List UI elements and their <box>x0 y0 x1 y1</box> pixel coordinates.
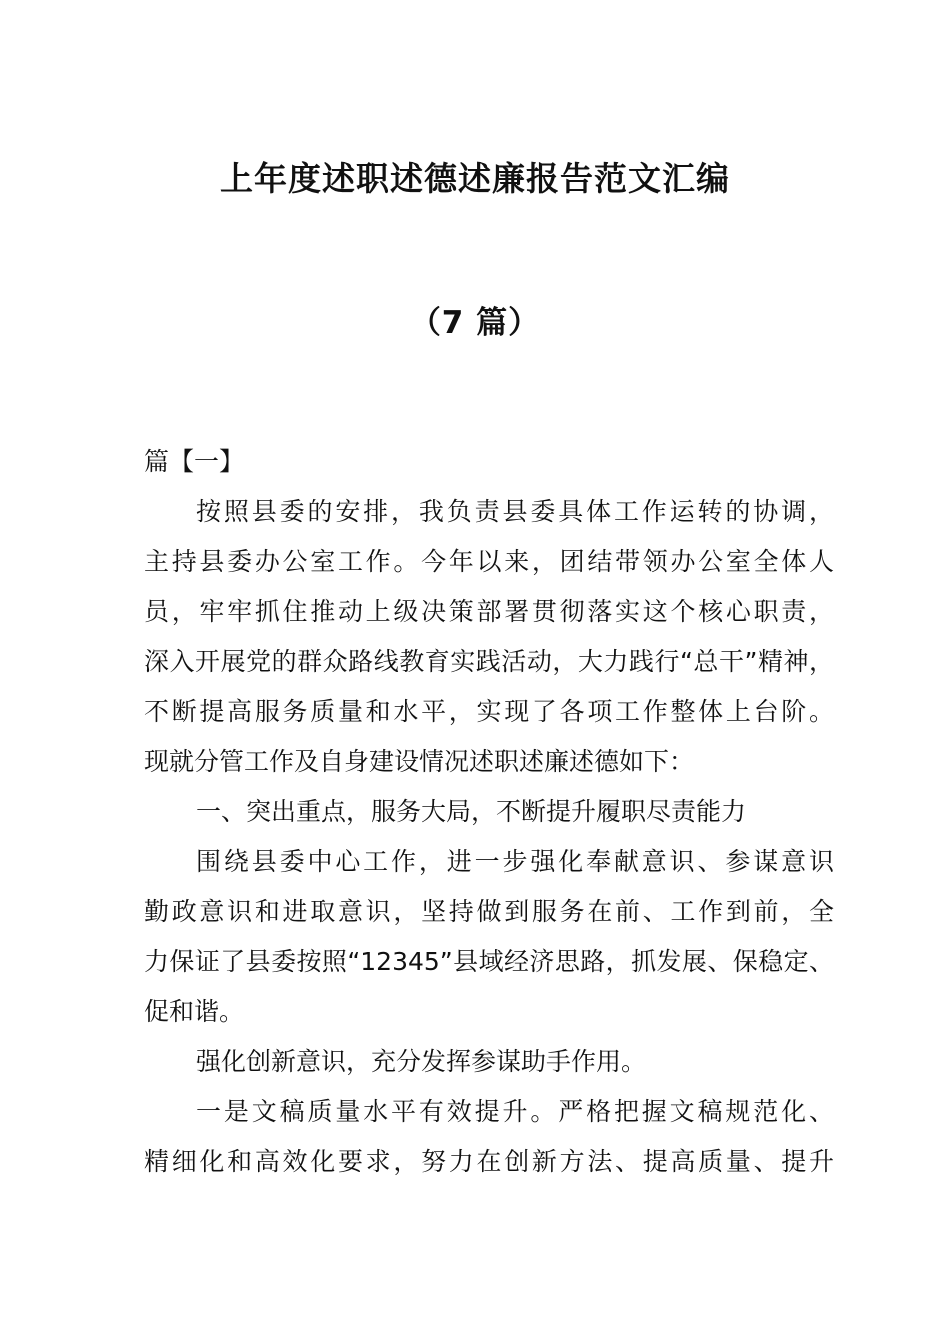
section-heading: 篇【一】 <box>144 447 245 476</box>
paragraph-line: 促和谐。 <box>144 997 245 1026</box>
paragraph-line: 勤政意识和进取意识，坚持做到服务在前、工作到前，全 <box>144 897 834 926</box>
paragraph-line: 按照县委的安排，我负责县委具体工作运转的协调， <box>196 497 834 526</box>
paragraph-line: 围绕县委中心工作，进一步强化奉献意识、参谋意识 <box>196 847 834 876</box>
paragraph-line: 主持县委办公室工作。今年以来，团结带领办公室全体人 <box>144 547 834 576</box>
paragraph-line: 力保证了县委按照“12345”县域经济思路，抓发展、保稳定、 <box>144 947 834 976</box>
paragraph-line: 不断提高服务质量和水平，实现了各项工作整体上台阶。 <box>144 697 834 726</box>
paragraph-line: 精细化和高效化要求，努力在创新方法、提高质量、提升 <box>144 1147 834 1176</box>
document-title: 上年度述职述德述廉报告范文汇编 <box>220 159 730 198</box>
paragraph-line: 强化创新意识，充分发挥参谋助手作用。 <box>196 1047 647 1076</box>
paragraph-line: 深入开展党的群众路线教育实践活动，大力践行“总干”精神， <box>144 647 834 676</box>
paragraph-line: 员，牢牢抓住推动上级决策部署贯彻落实这个核心职责， <box>144 597 834 626</box>
subheading-line: 一、突出重点，服务大局，不断提升履职尽责能力 <box>196 797 747 826</box>
paragraph-line: 一是文稿质量水平有效提升。严格把握文稿规范化、 <box>196 1097 834 1126</box>
document-subtitle: （7 篇） <box>409 305 541 341</box>
paragraph-line: 现就分管工作及自身建设情况述职述廉述德如下： <box>144 747 695 776</box>
document-body <box>144 437 834 1187</box>
